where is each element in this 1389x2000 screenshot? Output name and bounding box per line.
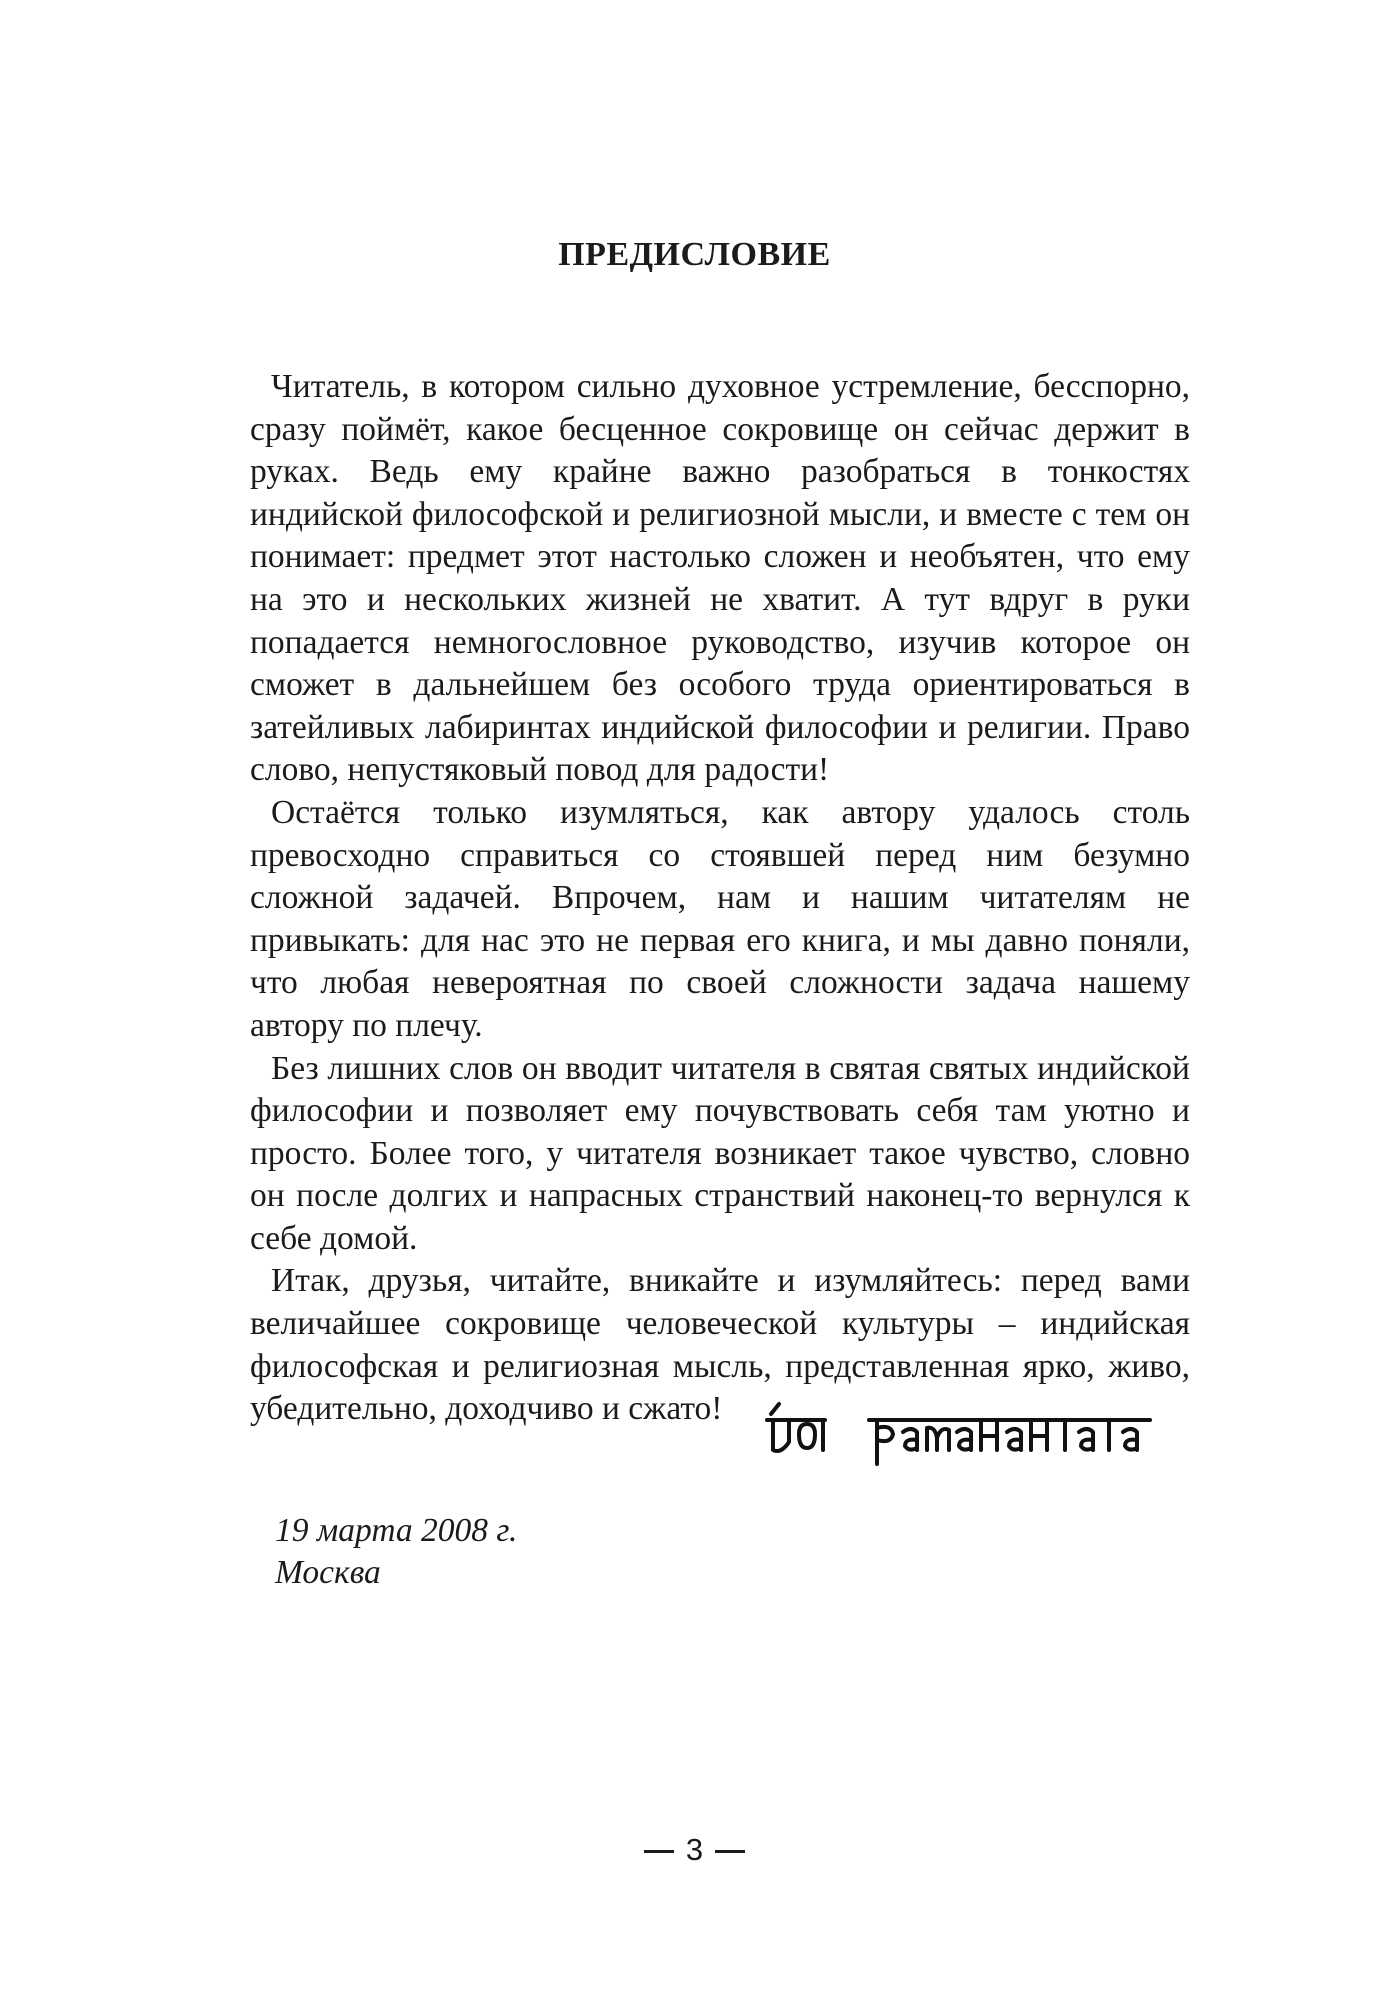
dash-left — [644, 1850, 674, 1853]
dash-right — [715, 1850, 745, 1853]
page-number — [0, 1832, 1389, 1868]
page-number-value: 3 — [685, 1832, 704, 1867]
place: Москва — [275, 1554, 381, 1591]
paragraph-3: Без лишних слов он вводит читателя в святая святых индийской философии и позволяет ему почувствовать себя там уютно и просто. Более того, у читателя возникает такое чувство, словно он после долгих и напрасных странствий наконец-то вернулся к себе домой. — [250, 1049, 1190, 1257]
paragraph-4: Итак, друзья, читайте, вникайте и изумляйтесь: перед вами величайшее сокровище человеческой культуры – индийская философская и религиозная мысль, представленная ярко, живо, убедительно, доходчиво и сжато! — [250, 1262, 1190, 1428]
author-signature — [765, 1398, 1155, 1478]
date: 19 марта 2008 г. — [275, 1512, 518, 1549]
date-location — [275, 1510, 517, 1594]
page-title: ПРЕДИСЛОВИЕ — [558, 236, 831, 273]
signature-graphic — [765, 1398, 1155, 1478]
paragraph-2: Остаётся только изумляться, как автору удалось столь превосходно справиться со стоявшей перед ним безумно сложной задачей. Впрочем, нам и нашим читателям не привыкать: для нас это не первая его книга, и мы давно поняли, что любая невероятная по своей сложности задача нашему автору по плечу. — [250, 793, 1190, 1044]
paragraph-1: Читатель, в котором сильно духовное устремление, бесспорно, сразу поймёт, какое бесценное сокровище он сейчас держит в руках. Ведь ему крайне важно разобраться в тонкостях индийской философской и религиозной мысли, и вместе с тем он понимает: предмет этот настолько сложен и необъятен, что ему на это и нескольких жизней не хватит. А тут вдруг в руки попадается немногословное руководство, изучив которое он сможет в дальнейшем без особого труда ориентироваться в затейливых лабиринтах индийской философии и религии. Право слово, непустяковый повод для радости! — [250, 368, 1190, 789]
preface-body — [250, 366, 1190, 1431]
